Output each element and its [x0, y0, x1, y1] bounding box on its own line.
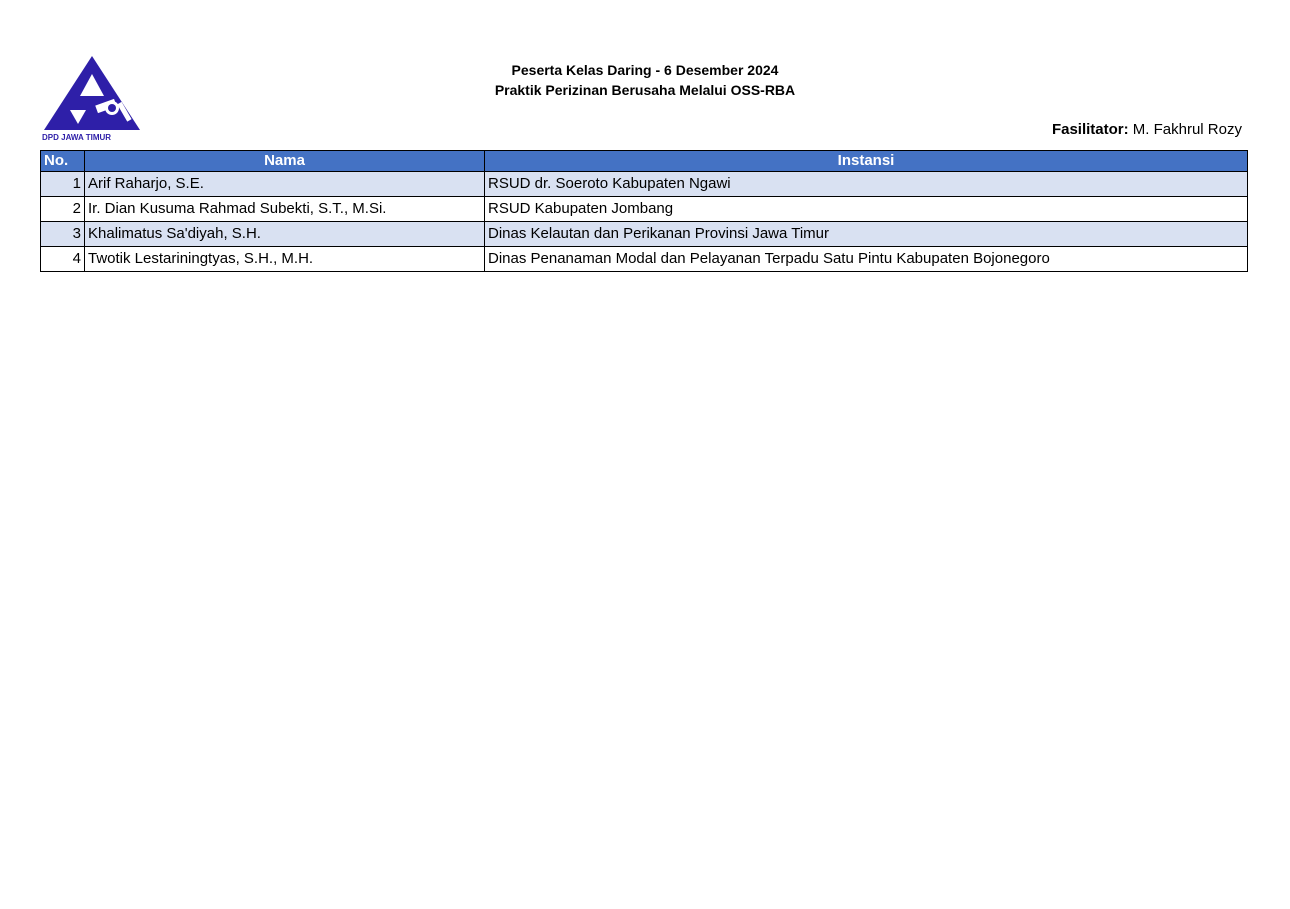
column-header-no: No.: [41, 151, 85, 172]
table-header-row: [41, 151, 1248, 172]
cell-nama: Twotik Lestariningtyas, S.H., M.H.: [85, 247, 485, 272]
column-header-nama: Nama: [85, 151, 485, 172]
table-row: [41, 222, 1248, 247]
cell-no: 1: [41, 172, 85, 197]
facilitator-name: M. Fakhrul Rozy: [1132, 121, 1242, 138]
table-row: [41, 197, 1248, 222]
table-row: [41, 172, 1248, 197]
participants-table: [40, 150, 1248, 272]
page-title: Peserta Kelas Daring - 6 Desember 2024: [511, 62, 779, 78]
cell-instansi: Dinas Penanaman Modal dan Pelayanan Terpadu Satu Pintu Kabupaten Bojonegoro: [485, 247, 1248, 272]
facilitator-label: Fasilitator:: [1051, 121, 1129, 138]
cell-instansi: RSUD Kabupaten Jombang: [485, 197, 1248, 222]
column-header-instansi: Instansi: [485, 151, 1248, 172]
cell-no: 3: [41, 222, 85, 247]
page-title-block: [0, 60, 1290, 100]
table-row: [41, 247, 1248, 272]
logo-caption: DPD JAWA TIMUR: [42, 133, 112, 142]
cell-no: 2: [41, 197, 85, 222]
cell-no: 4: [41, 247, 85, 272]
cell-instansi: Dinas Kelautan dan Perikanan Provinsi Jawa Timur: [485, 222, 1248, 247]
cell-nama: Khalimatus Sa'diyah, S.H.: [85, 222, 485, 247]
cell-instansi: RSUD dr. Soeroto Kabupaten Ngawi: [485, 172, 1248, 197]
facilitator-line: [1052, 120, 1242, 140]
cell-nama: Ir. Dian Kusuma Rahmad Subekti, S.T., M.Si.: [85, 197, 485, 222]
cell-nama: Arif Raharjo, S.E.: [85, 172, 485, 197]
page-subtitle: Praktik Perizinan Berusaha Melalui OSS-RBA: [494, 82, 796, 98]
